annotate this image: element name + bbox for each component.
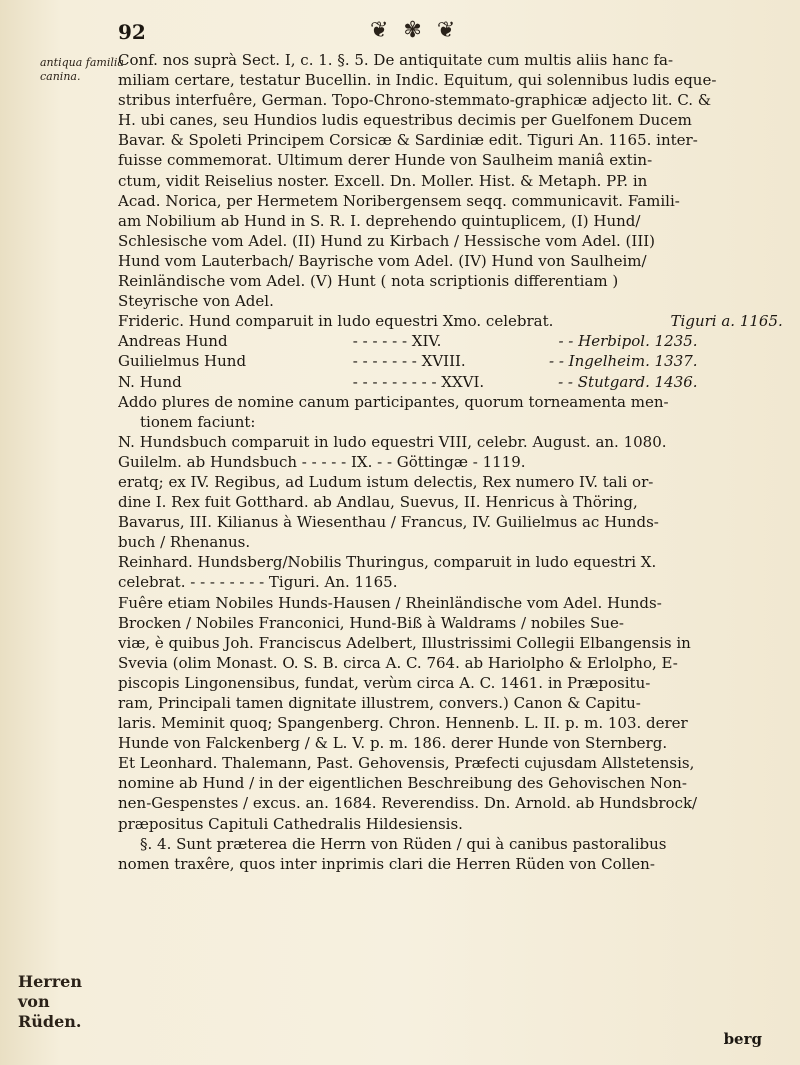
page-header <box>0 14 800 46</box>
text-line: Bavar. & Spoleti Principem Corsicæ & Sardiniæ edit. Tiguri An. 1165. inter- <box>118 131 698 150</box>
text-line: am Nobilium ab Hund in S. R. I. deprehendo quintuplicem, (I) Hund/ <box>118 211 641 230</box>
list-name: Guilielmus Hund <box>118 352 247 371</box>
text-line: Acad. Norica, per Hermetem Noribergensem seqq. communicavit. Famili- <box>118 191 680 210</box>
text-line: Et Leonhard. Thalemann, Past. Gehovensis, Præfecti cujusdam Allstetensis, <box>118 754 695 773</box>
list-place: - - Ingelheim. 1337. <box>548 352 698 371</box>
text-line: nen-Gespenstes / excus. an. 1684. Reverendiss. Dn. Arnold. ab Hundsbrock/ <box>118 794 698 813</box>
text-line: Fuêre etiam Nobiles Hunds-Hausen / Rheinländische vom Adel. Hunds- <box>118 593 662 612</box>
text-line: nomine ab Hund / in der eigentlichen Beschreibung des Gehovischen Non- <box>118 774 687 793</box>
text-line: dine I. Rex fuit Gotthard. ab Andlau, Suevus, II. Henricus à Thöring, <box>118 493 638 512</box>
text-line: Addo plures de nomine canum participantes, quorum torneamenta men- <box>118 392 669 411</box>
text-line: piscopis Lingonensibus, fundat, verùm circa A. C. 1461. in Præpositu- <box>118 673 651 692</box>
text-line: stribus interfuêre, German. Topo-Chrono-stemmato-graphicæ adjecto lit. C. & <box>118 91 712 110</box>
text-line: fuisse commemorat. Ultimum derer Hunde von Saulheim maniâ extin- <box>118 151 653 170</box>
text-line: Steyrische von Adel. <box>118 292 274 311</box>
text-line: laris. Meminit quoq; Spangenberg. Chron. Hennenb. L. II. p. m. 103. derer <box>118 714 688 733</box>
list-place: Tiguri a. 1165. <box>670 312 783 331</box>
text-line: tionem faciunt: <box>140 412 256 431</box>
list-name: Andreas Hund <box>118 332 228 351</box>
list-name: Frideric. Hund comparuit in ludo equestri Xmo. celebrat. <box>118 312 554 331</box>
main-text <box>118 50 784 874</box>
list-row <box>118 372 784 392</box>
text-line: Reinhard. Hundsberg/Nobilis Thuringus, comparuit in ludo equestri X. <box>118 553 657 572</box>
list-place: - - Stutgard. 1436. <box>558 372 698 391</box>
header-ornament: ❦ ✾ ❦ <box>370 18 460 43</box>
text-line: viæ, è quibus Joh. Franciscus Adelbert, Illustrissimi Collegii Elbangensis in <box>118 633 691 652</box>
list-row <box>118 331 784 351</box>
list-num: - - - - - - - - - XXVI. <box>352 372 485 391</box>
page-number: 92 <box>118 20 146 44</box>
text-line: celebrat. - - - - - - - - Tiguri. An. 1165. <box>118 573 398 592</box>
text-line: Bavarus, III. Kilianus à Wiesenthau / Francus, IV. Guilielmus ac Hunds- <box>118 513 659 532</box>
text-line: Hund vom Lauterbach/ Bayrische vom Adel. (IV) Hund von Saulheim/ <box>118 251 647 270</box>
list-row <box>118 311 784 331</box>
margin-note-bottom: Herren von Rüden. <box>18 972 82 1031</box>
margin-note-side: antiqua familia canina. <box>40 56 124 83</box>
text-line: N. Hundsbuch comparuit in ludo equestri VIII, celebr. August. an. 1080. <box>118 432 667 451</box>
text-line: Hunde von Falckenberg / & L. V. p. m. 186. derer Hunde von Sternberg. <box>118 734 668 753</box>
text-line: ram, Principali tamen dignitate illustrem, convers.) Canon & Capitu- <box>118 694 641 712</box>
text-line: H. ubi canes, seu Hundios ludis equestribus decimis per Guelfonem Ducem <box>118 111 692 130</box>
text-line: Reinländische vom Adel. (V) Hunt ( nota scriptionis differentiam ) <box>118 272 619 291</box>
text-line: Brocken / Nobiles Franconici, Hund-Biß à Waldrams / nobiles Sue- <box>118 613 624 632</box>
list-num: - - - - - - XIV. <box>352 332 442 351</box>
catchword: berg <box>723 1030 762 1048</box>
list-name: N. Hund <box>118 372 182 391</box>
text-line: §. 4. Sunt præterea die Herrn von Rüden / qui à canibus pastoralibus <box>140 834 667 853</box>
text-line: ctum, vidit Reiselius noster. Excell. Dn. Moller. Hist. & Metaph. PP. in <box>118 171 648 190</box>
text-line: eratq; ex IV. Regibus, ad Ludum istum delectis, Rex numero IV. tali or- <box>118 472 654 491</box>
text-line: nomen traxêre, quos inter inprimis clari die Herren Rüden von Collen- <box>118 854 655 873</box>
text-line: Conf. nos suprà Sect. I, c. 1. §. 5. De antiquitate cum multis aliis hanc fa- <box>118 51 674 69</box>
text-line: Svevia (olim Monast. O. S. B. circa A. C. 764. ab Hariolpho & Erlolpho, E- <box>118 653 678 672</box>
list-row <box>118 351 784 371</box>
text-line: Guilelm. ab Hundsbuch - - - - - IX. - - Göttingæ - 1119. <box>118 452 526 471</box>
text-line: Schlesische vom Adel. (II) Hund zu Kirbach / Hessische vom Adel. (III) <box>118 231 656 250</box>
text-line: præpositus Capituli Cathedralis Hildesiensis. <box>118 814 463 833</box>
list-num: - - - - - - - XVIII. <box>352 352 466 371</box>
text-line: miliam certare, testatur Bucellin. in Indic. Equitum, qui solennibus ludis eque- <box>118 71 717 90</box>
list-place: - - Herbipol. 1235. <box>558 332 698 351</box>
text-line: buch / Rhenanus. <box>118 533 251 552</box>
